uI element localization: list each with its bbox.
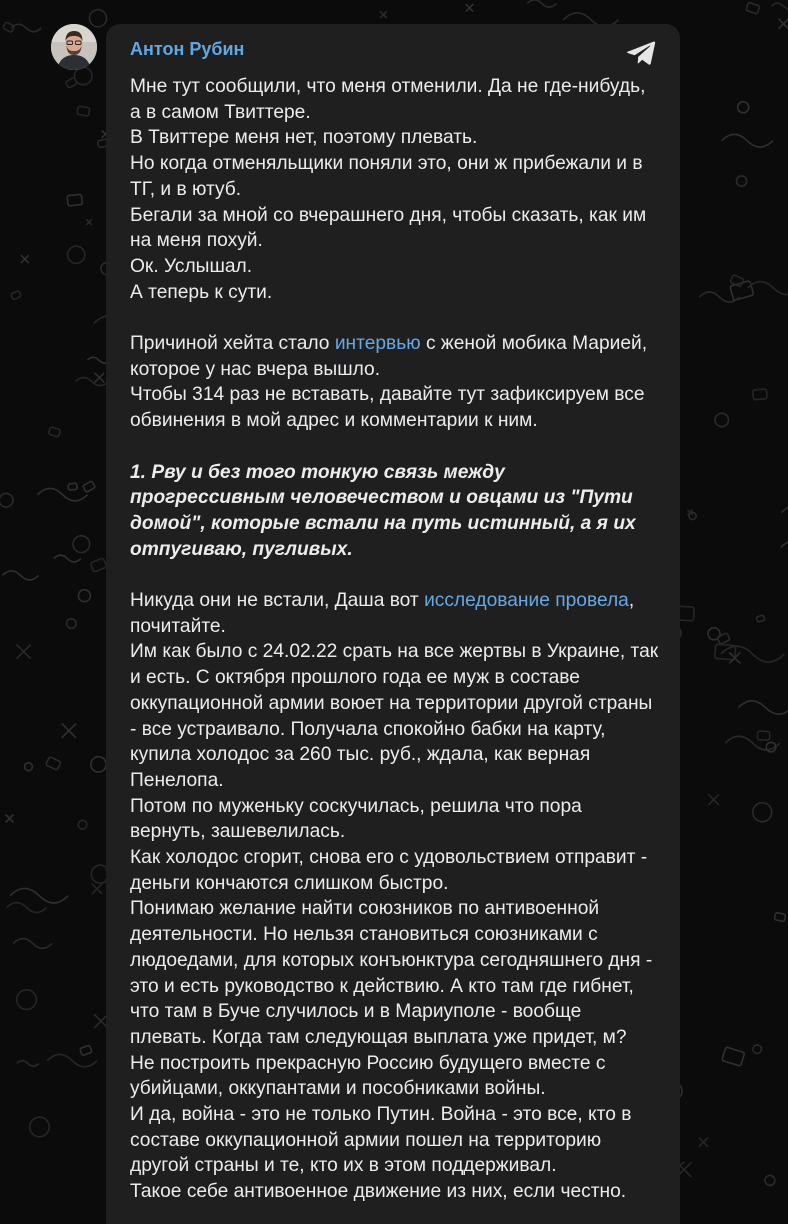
pattern-doodle xyxy=(13,939,52,949)
text-line: Как холодос сгорит, снова его с удовольствием отправит - деньги кончаются слишком быстро. xyxy=(130,847,648,894)
text-line: А теперь к сути. xyxy=(130,281,273,303)
pattern-doodle xyxy=(11,24,41,31)
pattern-doodle xyxy=(86,219,92,225)
text-line: Им как было с 24.02.22 срать на все жертвы в Украине, так и есть. С октября прошлого года ее муж в составе оккупационной армии воюет на территории другой страны - все устраивало. Получала спокойно бабки на карту, купила холодос за 260 тыс. руб., ждала, как верная Пенелопа. xyxy=(130,641,659,791)
pattern-doodle xyxy=(92,884,102,894)
pattern-doodle xyxy=(738,102,749,113)
pattern-doodle xyxy=(722,134,773,147)
pattern-doodle xyxy=(753,1045,762,1054)
text-line: Чтобы 314 раз не вставать, давайте тут зафиксируем все обвинения в мой адрес и комментарии к ним. xyxy=(130,384,645,432)
pattern-doodle xyxy=(21,255,29,263)
pattern-doodle xyxy=(30,1117,50,1137)
message-bubble xyxy=(106,24,680,1224)
pattern-doodle xyxy=(77,106,90,116)
pattern-doodle xyxy=(62,724,76,738)
pattern-doodle xyxy=(717,633,730,645)
pattern-doodle xyxy=(47,1054,97,1066)
text-line: Но когда отменяльщики поняли это, они ж прибежали и в ТГ, и в ютуб. xyxy=(130,153,643,200)
pattern-doodle xyxy=(527,0,556,7)
pattern-doodle xyxy=(778,19,788,29)
pattern-doodle xyxy=(68,483,77,490)
pattern-doodle xyxy=(6,815,14,823)
pattern-doodle xyxy=(715,413,728,426)
text-line: Потом по муженьку соскучилась, решила что пора вернуть, зашевелилась. xyxy=(130,795,582,843)
pattern-doodle xyxy=(90,558,106,572)
pattern-doodle xyxy=(708,794,718,804)
pattern-doodle xyxy=(380,11,387,18)
pattern-doodle xyxy=(17,645,31,659)
text-line: Понимаю желание найти союзников по антивоенной деятельности. Но нельзя становиться союзниками с людоедами, для которых конъюнктура сегодняшнего дня - это и есть руководство к действию. А кто там где гибнет, что там в Буче случилось и в Мариуполе - вообще плевать. Когда там следующая выплата уже придет, м? xyxy=(130,898,653,1048)
text-line: Бегали за мной со вчерашнего дня, чтобы сказать, как им на меня похуй. xyxy=(130,204,647,252)
pattern-doodle xyxy=(2,571,38,580)
text-paragraph xyxy=(130,331,660,382)
text-span: , почитайте. xyxy=(130,590,635,637)
pattern-doodle xyxy=(753,803,772,822)
pattern-doodle xyxy=(781,540,788,555)
pattern-doodle xyxy=(83,481,96,493)
pattern-doodle xyxy=(756,615,765,623)
pattern-doodle xyxy=(17,990,37,1010)
message-text xyxy=(130,74,660,1205)
pattern-doodle xyxy=(38,488,88,500)
pattern-doodle xyxy=(736,176,746,186)
pattern-doodle xyxy=(78,590,90,602)
paragraph-gap xyxy=(130,434,660,460)
pattern-doodle xyxy=(757,731,770,740)
pattern-doodle xyxy=(466,4,474,12)
pattern-doodle xyxy=(89,10,106,27)
message-header xyxy=(130,38,660,74)
pattern-doodle xyxy=(7,903,47,913)
pattern-doodle xyxy=(78,820,87,829)
pattern-doodle xyxy=(54,555,81,562)
text-line: Не построить прекрасную Россию будущего вместе с убийцами, оккупантами и пособниками войны. xyxy=(130,1052,606,1100)
pattern-doodle xyxy=(94,373,104,383)
pattern-doodle xyxy=(699,1138,708,1147)
text-span: Причиной хейта стало xyxy=(130,333,335,355)
pattern-doodle xyxy=(738,701,788,714)
pattern-doodle xyxy=(46,757,61,771)
pattern-doodle xyxy=(91,757,106,772)
pattern-doodle xyxy=(10,888,68,903)
pattern-doodle xyxy=(781,505,788,520)
accusation-quote: 1. Рву и без того тонкую связь между прогрессивным человечеством и овцами из "Пути домой", которые встали на путь истинный, а я их отпугиваю, пугливых. xyxy=(130,461,636,560)
person-avatar-icon xyxy=(51,24,97,70)
pattern-doodle xyxy=(765,1175,775,1185)
interview-link[interactable]: интервью xyxy=(334,333,421,355)
pattern-doodle xyxy=(67,619,77,629)
pattern-doodle xyxy=(25,763,33,771)
author-name[interactable]: Антон Рубин xyxy=(130,39,245,59)
telegram-plane-icon[interactable] xyxy=(626,40,656,66)
text-paragraph xyxy=(130,588,660,639)
pattern-doodle xyxy=(17,1061,39,1067)
pattern-doodle xyxy=(68,246,85,263)
text-line: Такое себе антивоенное движение из них, если честно. xyxy=(130,1181,627,1203)
pattern-doodle xyxy=(774,912,786,921)
text-line: В Твиттере меня нет, поэтому плевать. xyxy=(130,127,478,149)
pattern-doodle xyxy=(73,536,90,553)
pattern-doodle xyxy=(48,427,60,437)
author-avatar[interactable] xyxy=(51,24,97,70)
text-line: И да, война - это не только Путин. Война - это все, кто в составе оккупационной армии пошел на территорию другой страны и те, кто их в этом поддерживал. xyxy=(130,1104,632,1177)
pattern-doodle xyxy=(722,1047,745,1066)
pattern-doodle xyxy=(67,194,82,206)
pattern-doodle xyxy=(80,1045,92,1055)
text-line: Мне тут сообщили, что меня отменили. Да не где-нибудь, а в самом Твиттере. xyxy=(130,76,646,123)
pattern-doodle xyxy=(746,2,760,14)
pattern-doodle xyxy=(753,389,767,400)
pattern-doodle xyxy=(0,493,13,507)
research-link[interactable]: исследование провела xyxy=(424,590,629,612)
paragraph-gap xyxy=(130,305,660,331)
pattern-doodle xyxy=(11,290,22,300)
pattern-doodle xyxy=(771,3,788,9)
paragraph-gap xyxy=(130,562,660,588)
text-span: с женой мобика Марией, которое у нас вчера вышло. xyxy=(130,333,648,380)
text-line: Ок. Услышал. xyxy=(130,255,253,277)
text-span: Никуда они не встали, Даша вот xyxy=(130,590,425,612)
